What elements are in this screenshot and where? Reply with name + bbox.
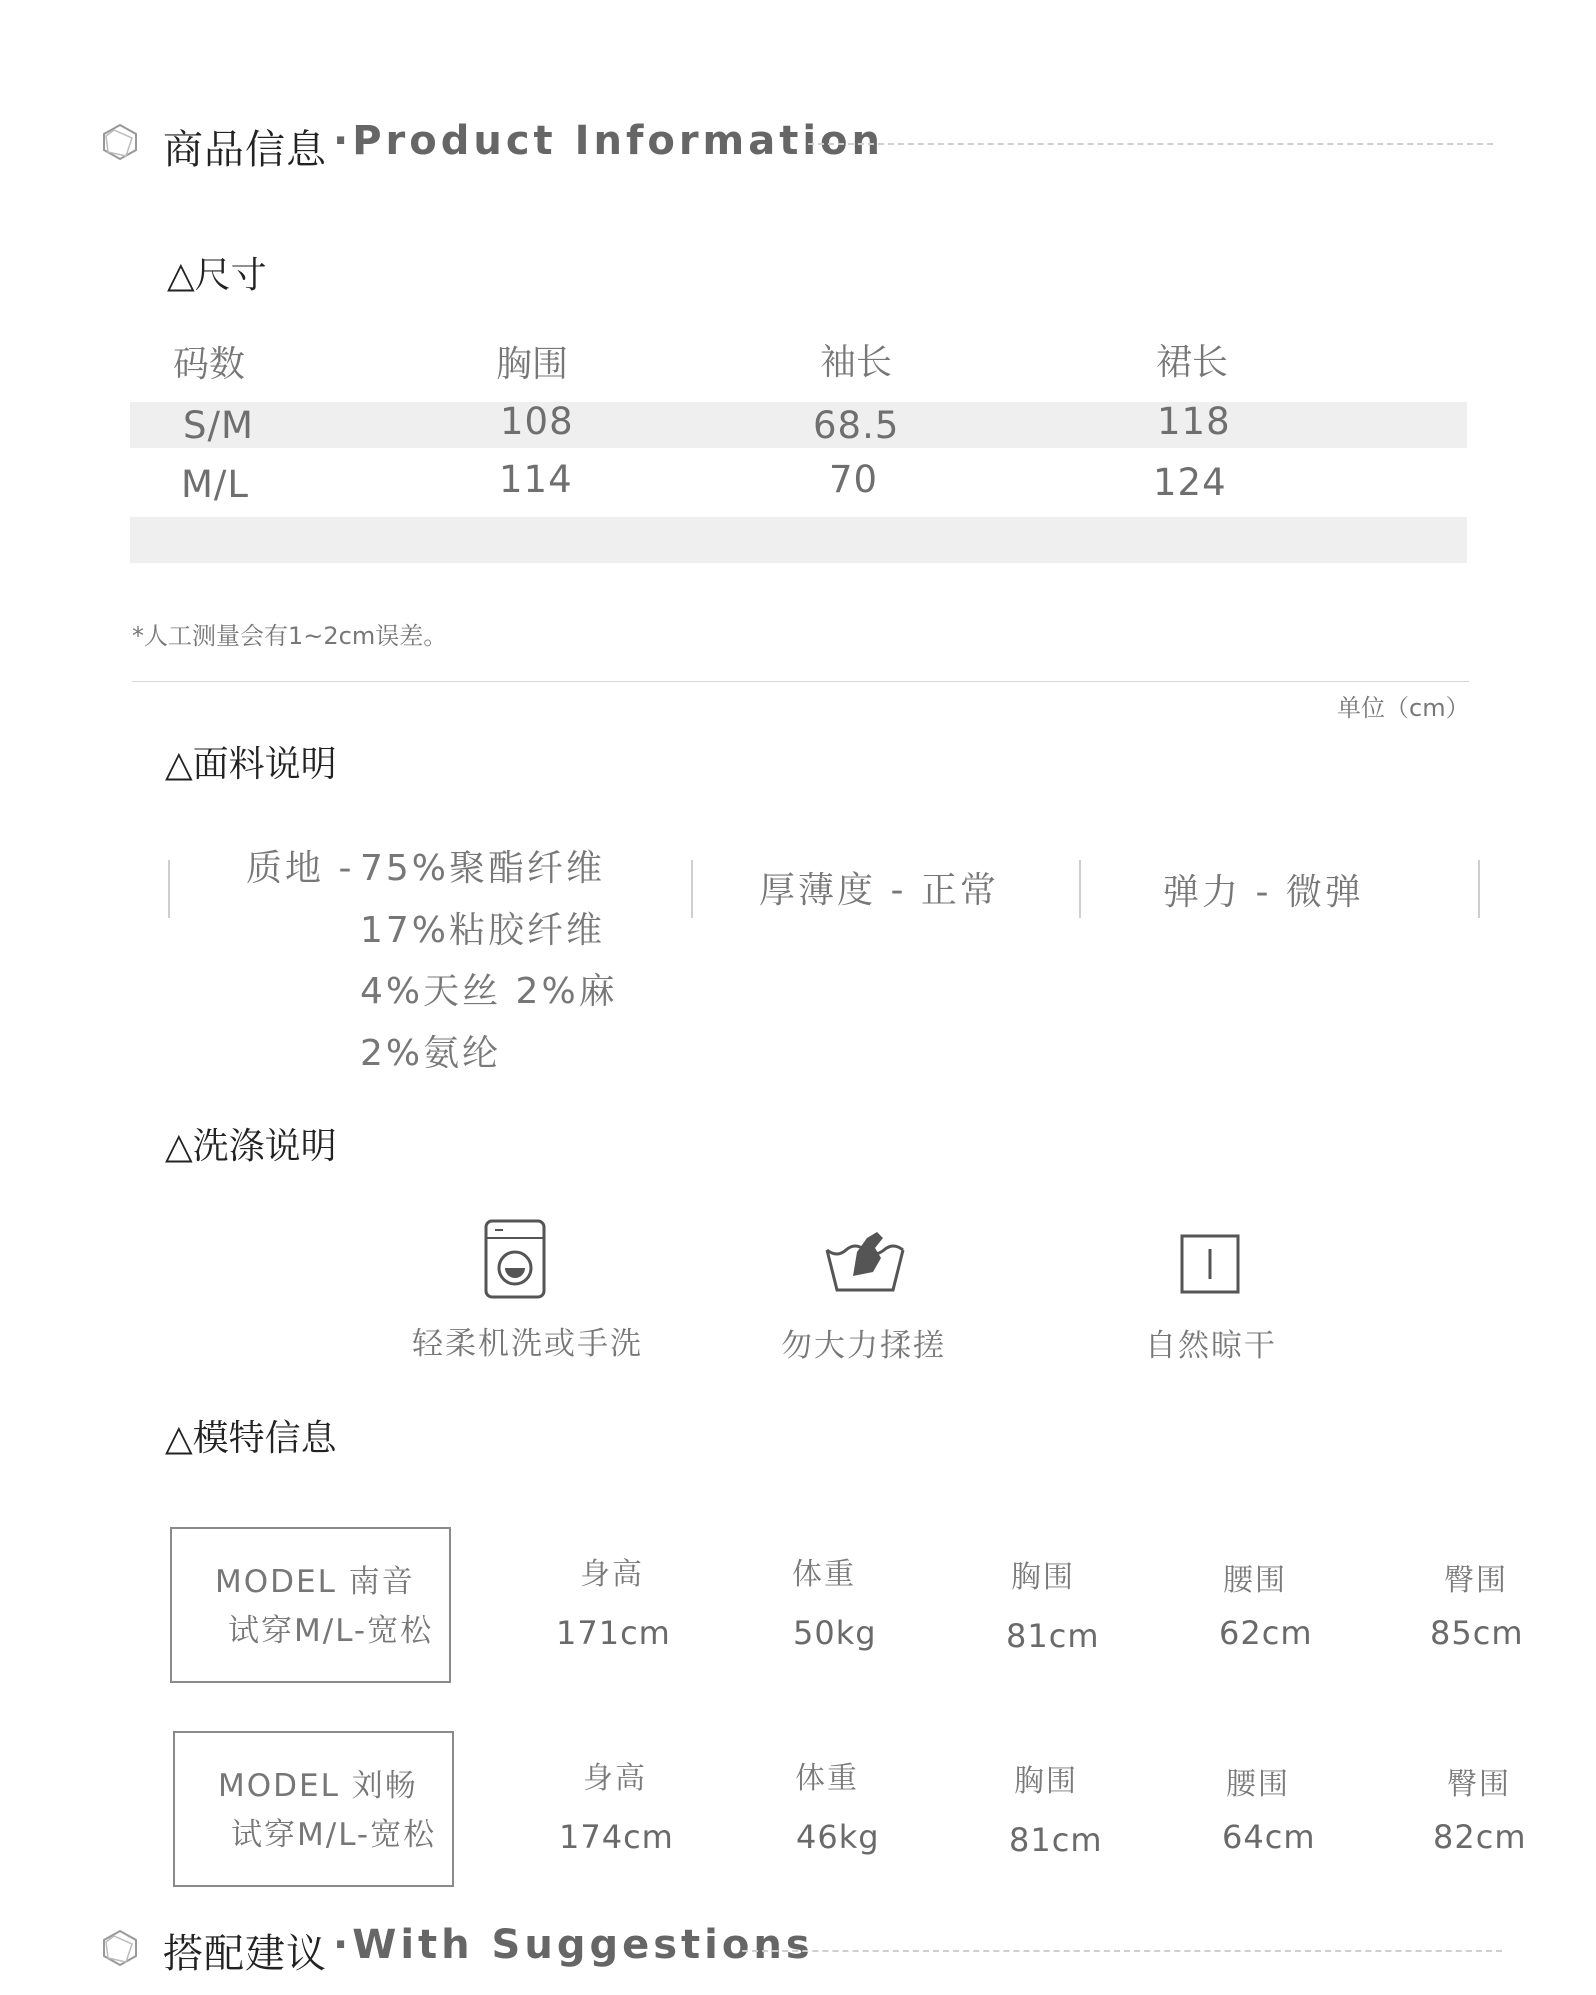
model-stat-value: 82cm xyxy=(1433,1818,1527,1856)
model-stat-value: 171cm xyxy=(556,1614,671,1652)
model-heading: △模特信息 xyxy=(165,1418,337,1459)
model-stat-label: 臀围 xyxy=(1447,1767,1511,1802)
model-stat-value: 81cm xyxy=(1006,1617,1100,1655)
table-header-skirt: 裙长 xyxy=(1156,342,1229,383)
suggestions-title-en: ·With Suggestions xyxy=(333,1922,814,1968)
model-stat-label: 体重 xyxy=(795,1761,859,1796)
model-stat-value: 62cm xyxy=(1219,1614,1313,1652)
table-footer-band xyxy=(130,517,1467,563)
table-row-band xyxy=(130,402,1467,448)
model-stat-value: 50kg xyxy=(793,1614,877,1652)
material-line: 75%聚酯纤维 xyxy=(360,848,606,889)
divider xyxy=(132,681,1469,682)
fabric-heading: △面料说明 xyxy=(165,744,337,785)
divider xyxy=(1478,860,1480,918)
model-stat-label: 身高 xyxy=(583,1761,647,1796)
model-stat-label: 臀围 xyxy=(1444,1563,1508,1598)
model-stat-value: 64cm xyxy=(1222,1818,1316,1856)
material-line: 17%粘胶纤维 xyxy=(360,910,606,951)
model-stat-value: 85cm xyxy=(1430,1614,1524,1652)
hand-wash-no-wring-icon xyxy=(823,1228,907,1296)
material-line: 2%氨纶 xyxy=(360,1033,502,1074)
table-cell: 124 xyxy=(1153,461,1227,504)
model-stat-label: 胸围 xyxy=(1014,1764,1078,1799)
model-stat-value: 81cm xyxy=(1009,1821,1103,1859)
wash-heading: △洗涤说明 xyxy=(165,1126,337,1167)
table-header-size: 码数 xyxy=(173,344,246,385)
line-dry-icon xyxy=(1179,1233,1241,1295)
model-name: MODEL 刘畅 xyxy=(218,1768,418,1804)
model-stat-label: 胸围 xyxy=(1011,1560,1075,1595)
measurement-note: *人工测量会有1~2cm误差。 xyxy=(132,622,448,650)
model-stat-label: 体重 xyxy=(792,1557,856,1592)
wash-item-label: 轻柔机洗或手洗 xyxy=(412,1326,643,1362)
thickness-info: 厚薄度 - 正常 xyxy=(759,870,999,911)
model-stat-value: 174cm xyxy=(559,1818,674,1856)
model-stat-label: 腰围 xyxy=(1223,1563,1287,1598)
header-divider xyxy=(742,1950,1502,1952)
polygon-badge-icon xyxy=(100,1928,140,1968)
table-header-sleeve: 袖长 xyxy=(820,342,893,383)
divider xyxy=(168,860,170,918)
material-label: 质地 - xyxy=(246,848,355,889)
model-stat-label: 身高 xyxy=(580,1557,644,1592)
table-cell: 118 xyxy=(1157,400,1231,443)
material-line: 4%天丝 2%麻 xyxy=(360,971,618,1012)
unit-label: 单位（cm） xyxy=(1337,694,1470,722)
divider xyxy=(1079,860,1081,918)
polygon-badge-icon xyxy=(100,122,140,162)
table-cell: M/L xyxy=(181,463,250,506)
size-heading: △尺寸 xyxy=(167,255,267,296)
wash-item-label: 勿大力揉搓 xyxy=(781,1328,946,1364)
washing-machine-icon xyxy=(483,1218,547,1300)
suggestions-title: 搭配建议 xyxy=(163,1931,327,1977)
table-cell: 108 xyxy=(500,400,574,443)
table-header-bust: 胸围 xyxy=(496,344,569,385)
model-fit: 试穿M/L-宽松 xyxy=(231,1817,437,1853)
model-stat-label: 腰围 xyxy=(1226,1767,1290,1802)
header-divider xyxy=(808,143,1493,145)
divider xyxy=(691,860,693,918)
model-name: MODEL 南音 xyxy=(215,1564,415,1600)
model-stat-value: 46kg xyxy=(796,1818,880,1856)
product-info-title-en: ·Product Information xyxy=(333,118,885,164)
wash-item-label: 自然晾干 xyxy=(1145,1328,1277,1364)
model-fit: 试穿M/L-宽松 xyxy=(228,1613,434,1649)
table-cell: 68.5 xyxy=(813,404,900,447)
elasticity-info: 弹力 - 微弹 xyxy=(1163,872,1364,913)
table-cell: 114 xyxy=(499,458,573,501)
product-info-title: 商品信息 xyxy=(163,127,327,173)
table-cell: 70 xyxy=(829,458,879,501)
table-cell: S/M xyxy=(183,404,254,447)
